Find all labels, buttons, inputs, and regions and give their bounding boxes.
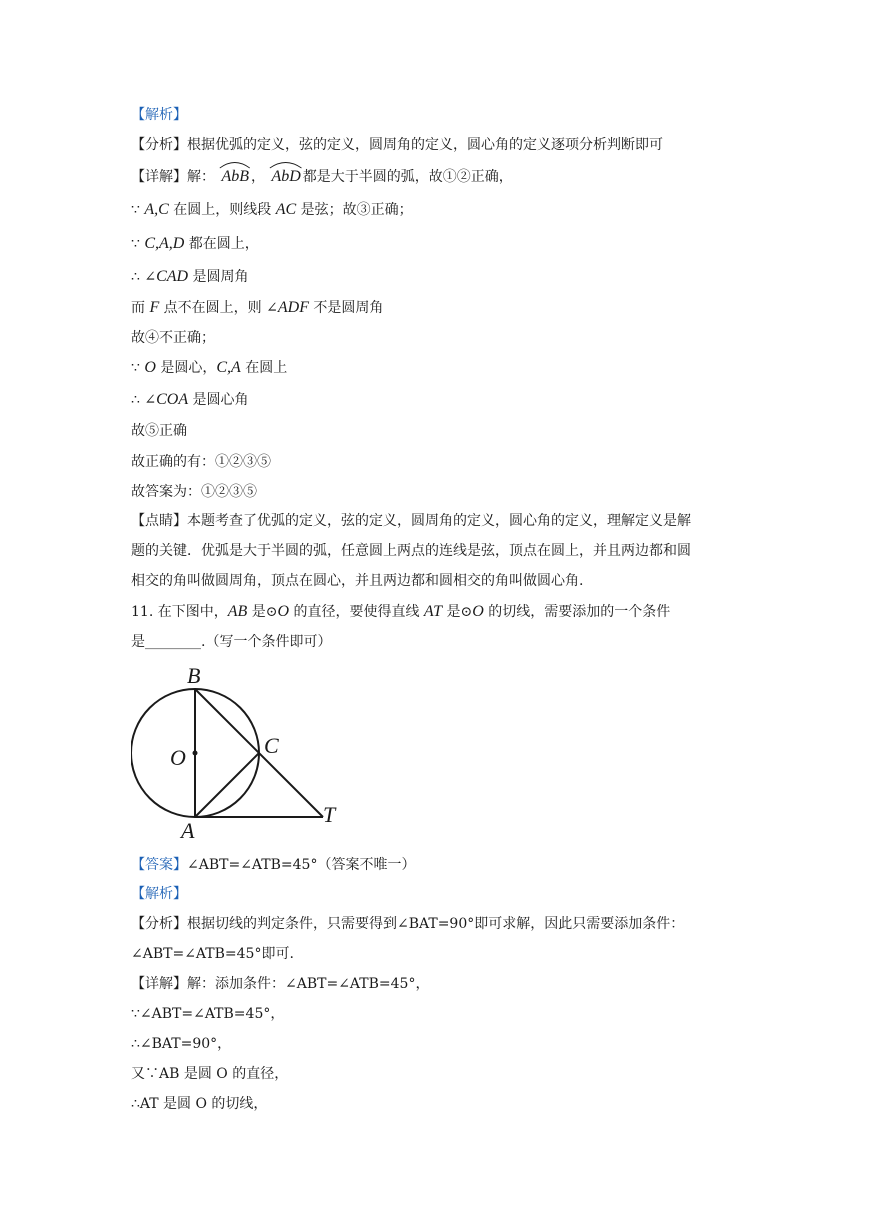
label-a: A bbox=[181, 818, 195, 843]
geometry-figure bbox=[131, 662, 341, 844]
text: 的直径，要使得直线 bbox=[289, 604, 424, 620]
math: AC bbox=[275, 201, 297, 218]
detail-line-5 bbox=[131, 298, 383, 318]
detail-line-8 bbox=[131, 390, 249, 410]
arc-abb bbox=[219, 167, 251, 187]
text: 本题考查了优弧的定义，弦的定义，圆周角的定义，圆心角的定义，理解定义是解 bbox=[187, 513, 691, 529]
text: 在圆上 bbox=[240, 360, 288, 376]
math: C,A bbox=[216, 359, 241, 376]
text: 在圆上，则线段 bbox=[168, 202, 276, 218]
dianjing-line-2: 题的关键．优弧是大于半圆的弧，任意圆上两点的连线是弦，顶点在圆上，并且两边都和圆 bbox=[131, 543, 691, 559]
fenxi-tag-2: 【分析】 bbox=[131, 916, 187, 932]
math: AT bbox=[423, 603, 442, 620]
text: ∵ bbox=[131, 360, 145, 376]
fenxi-text: 根据优弧的定义，弦的定义，圆周角的定义，圆心角的定义逐项分析判断即可 bbox=[187, 137, 663, 153]
arc-abb-label: AbB bbox=[221, 168, 249, 185]
detail-2-line-2: ∵∠ABT=∠ATB=45°， bbox=[131, 1006, 285, 1022]
question-11-line-1 bbox=[131, 602, 670, 622]
fenxi-line-2b: ∠ABT=∠ATB=45°即可. bbox=[131, 946, 294, 962]
math: COA bbox=[156, 391, 189, 408]
text: 是⊙ bbox=[442, 604, 473, 620]
detail-2-line-5: ∴AT 是圆 O 的切线， bbox=[131, 1096, 268, 1112]
label-o: O bbox=[170, 745, 186, 770]
arc-abd-label: AbD bbox=[271, 168, 301, 185]
text: 都是大于半圆的弧，故①②正确， bbox=[302, 169, 513, 185]
label-t: T bbox=[323, 802, 336, 827]
analysis-heading: 【解析】 bbox=[131, 107, 187, 123]
text: 是圆心角 bbox=[188, 392, 249, 408]
analysis-line bbox=[131, 135, 663, 155]
detail-2-line-1 bbox=[131, 974, 429, 994]
label-c: C bbox=[264, 733, 279, 758]
math: CAD bbox=[156, 268, 189, 285]
circle-tangent-diagram bbox=[131, 662, 341, 844]
question-11-line-2: 是________.（写一个条件即可） bbox=[131, 634, 332, 650]
text: 的切线，需要添加的一个条件 bbox=[483, 604, 671, 620]
text: 解：添加条件：∠ABT=∠ATB=45°， bbox=[187, 976, 430, 992]
dianjing-tag: 【点睛】 bbox=[131, 513, 187, 529]
math: O bbox=[277, 603, 290, 620]
xiangjie-tag-2: 【详解】 bbox=[131, 976, 187, 992]
text: ， bbox=[251, 169, 265, 185]
fenxi-tag: 【分析】 bbox=[131, 137, 187, 153]
detail-line-1 bbox=[131, 167, 513, 187]
math: ADF bbox=[277, 299, 309, 316]
text: 不是圆周角 bbox=[308, 300, 384, 316]
math: C,A,D bbox=[144, 235, 185, 252]
text: ∵ bbox=[131, 202, 145, 218]
xiangjie-tag: 【详解】 bbox=[131, 169, 187, 185]
text: 在下图中， bbox=[153, 604, 228, 620]
detail-line-6: 故④不正确； bbox=[131, 330, 215, 346]
text: 是弦；故③正确； bbox=[296, 202, 413, 218]
detail-line-10: 故正确的有：①②③⑤ bbox=[131, 454, 271, 470]
detail-line-11: 故答案为：①②③⑤ bbox=[131, 484, 257, 500]
text: ∴ ∠ bbox=[131, 269, 157, 285]
text: 点不在圆上，则 ∠ bbox=[159, 300, 278, 316]
math: O bbox=[144, 359, 156, 376]
text: 解： bbox=[187, 169, 215, 185]
daan-tag: 【答案】 bbox=[131, 857, 187, 873]
arc-abd bbox=[269, 167, 302, 187]
text: ∠ABT=∠ATB=45°（答案不唯一） bbox=[187, 857, 416, 873]
math: AB bbox=[227, 603, 248, 620]
math: F bbox=[149, 299, 160, 316]
math: A,C bbox=[144, 201, 169, 218]
fenxi-line-2a bbox=[131, 914, 684, 934]
detail-line-7 bbox=[131, 358, 287, 378]
text: 都在圆上， bbox=[184, 236, 259, 252]
text: 而 bbox=[131, 300, 150, 316]
detail-line-4 bbox=[131, 267, 249, 287]
dianjing-line-1 bbox=[131, 511, 691, 531]
text: 根据切线的判定条件，只需要得到∠BAT=90°即可求解，因此只需要添加条件： bbox=[187, 916, 685, 932]
text: 是圆周角 bbox=[188, 269, 249, 285]
text: 是圆心， bbox=[155, 360, 217, 376]
question-number: 11. bbox=[131, 604, 154, 620]
detail-2-line-3: ∴∠BAT=90°， bbox=[131, 1036, 232, 1052]
label-b: B bbox=[187, 663, 201, 688]
center-point bbox=[193, 751, 198, 756]
text: 是⊙ bbox=[247, 604, 278, 620]
detail-line-2 bbox=[131, 200, 413, 220]
math: O bbox=[472, 603, 484, 620]
text: ∴ ∠ bbox=[131, 392, 157, 408]
detail-line-9: 故⑤正确 bbox=[131, 423, 187, 439]
detail-2-line-4: 又∵AB 是圆 O 的直径， bbox=[131, 1066, 289, 1082]
text: ∵ bbox=[131, 236, 145, 252]
detail-line-3 bbox=[131, 234, 259, 254]
dianjing-line-3: 相交的角叫做圆周角，顶点在圆心，并且两边都和圆相交的角叫做圆心角. bbox=[131, 573, 584, 589]
answer-line bbox=[131, 855, 415, 875]
analysis-heading-2: 【解析】 bbox=[131, 886, 187, 902]
